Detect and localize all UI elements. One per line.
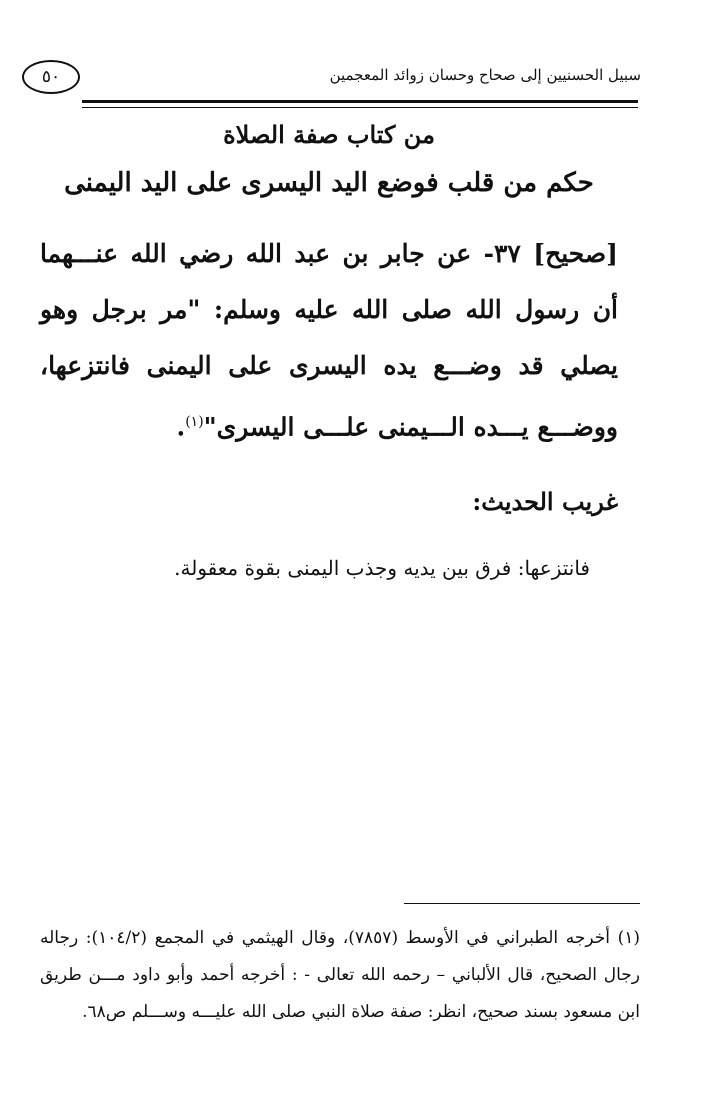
page-number-text: ٥٠ [41, 67, 61, 87]
gharib-text: فانتزعها: فرق بين يديه وجذب اليمنى بقوة معقولة. [174, 556, 590, 581]
hadith-paragraph [40, 226, 618, 455]
footnote-reference[interactable]: (١) [185, 414, 204, 430]
hadith-end: . [176, 412, 186, 442]
gharib-title: غريب الحديث: [472, 487, 618, 517]
footnote-text: أخرجه الطبراني في الأوسط (٧٨٥٧)، وقال الهيثمي في المجمع (١٠٤/٢): رجاله رجال الصحيح، قال الألباني – رحمه الله تعالى - : أخرجه أحمد وأبو داود مـــن طريق ابن مسعود بسند صحيح، انظر: صفة صلاة النبي صلى الله عليـــه وســـلم ص٦٨. [40, 928, 640, 1022]
footnote-1 [40, 920, 640, 1031]
hadith-grade: [صحيح] [533, 239, 618, 268]
chapter-title: حكم من قلب فوضع اليد اليسرى على اليد اليمنى [64, 168, 594, 198]
hadith-text: عن جابر بن عبد الله رضي الله عنـــهما أن رسول الله صلى الله عليه وسلم: "مر برجل وهو يصلي قد وضـــع يده اليسرى على اليمنى فانتزعها، ووضـــع يـــده الـــيمنى علـــى اليسرى" [40, 239, 618, 442]
header-rule-thin [82, 107, 638, 108]
footnote-marker: (١) [617, 928, 641, 948]
page-number [22, 60, 80, 94]
hadith-number: ٣٧- [483, 239, 521, 268]
book-title: من كتاب صفة الصلاة [223, 120, 435, 149]
running-header-title: سبيل الحسنيين إلى صحاح وحسان زوائد المعجمين [329, 66, 641, 84]
page-body [40, 112, 618, 608]
header-rule-thick [82, 100, 638, 103]
footnote-separator [404, 903, 640, 904]
